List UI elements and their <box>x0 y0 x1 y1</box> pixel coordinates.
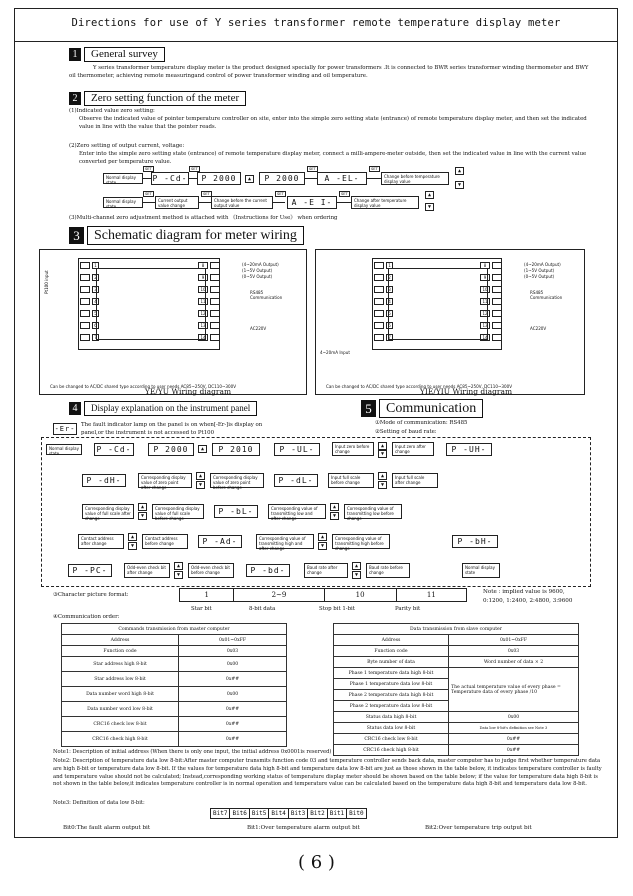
up-arrow-icon: ▲ <box>198 445 207 453</box>
terminal-number: 14 <box>480 334 490 341</box>
terminal-screw <box>210 274 220 281</box>
set-key-label: SET <box>145 167 152 171</box>
terminal-screw <box>492 310 502 317</box>
terminal-screw <box>210 262 220 269</box>
output-15v: (1~5V Output) <box>242 268 273 273</box>
terminal-screw <box>80 286 90 293</box>
up-arrow-icon: ▲ <box>425 191 434 199</box>
table-row: Data number word high 8-bit 0x00 <box>62 687 287 702</box>
comm-flowchart <box>41 437 591 587</box>
section-5-heading <box>361 399 483 418</box>
terminal-screw <box>492 286 502 293</box>
input-zero-after: Input zero after change <box>392 442 434 456</box>
terminal-number: 10 <box>480 286 490 293</box>
terminal-screw <box>80 262 90 269</box>
zero-point-after: Corresponding display value of zero point after change <box>138 473 192 488</box>
flow2-current-output: Current output value change <box>155 196 199 209</box>
up-arrow-icon: ▲ <box>318 533 327 541</box>
table-row: Function code 0x03 <box>62 646 287 657</box>
section-label: Display explanation on the instrument panel <box>84 401 257 416</box>
section-label: Zero setting function of the meter <box>84 91 246 106</box>
zero-setting-2-heading: (2)Zero setting of output current, voltage: <box>69 143 185 149</box>
comm-lcd-ad: P -Ad- <box>198 535 242 548</box>
down-arrow-icon: ▼ <box>352 571 361 579</box>
set-key-label: SET <box>191 167 198 171</box>
terminal-screw <box>80 274 90 281</box>
bit-definition-row <box>211 808 367 819</box>
comm-lcd-cd: P -Cd- <box>94 443 134 456</box>
comm-lcd-2000: P 2000 <box>148 443 194 456</box>
baud-after: Baud rate after change <box>304 563 348 578</box>
right-caption: YIE/YIU Wiring diagram <box>419 387 513 396</box>
charfmt-cell: 10 <box>325 589 397 601</box>
comm-lcd-bh: P -bH- <box>452 535 498 548</box>
input-full-after: Input full scale after change <box>392 473 438 488</box>
output-420ma: (4~20mA Output) <box>242 262 279 267</box>
table-row: CRC16 check low 8-bit 0x## <box>62 717 287 732</box>
bit-cell: Bit5 <box>249 808 269 819</box>
section-label: Schematic diagram for meter wiring <box>87 226 304 245</box>
comm-lcd-bl: P -bL- <box>214 505 258 518</box>
flow1-lcd-2000a: P 2000 <box>197 172 241 185</box>
flow2-start: Normal display state <box>103 197 143 208</box>
down-arrow-icon: ▼ <box>138 512 147 520</box>
page-number: ( 6 ) <box>298 852 335 873</box>
set-key-label: SET <box>371 167 378 171</box>
set-key-label: SET <box>341 192 348 196</box>
terminal-screw <box>80 310 90 317</box>
table-row: Data number word low 8-bit 0x## <box>62 702 287 717</box>
up-arrow-icon: ▲ <box>128 533 137 541</box>
section-number: 1 <box>69 48 81 61</box>
title-divider <box>15 41 617 42</box>
table-row: CRC16 check high 8-bit 0x## <box>62 732 287 747</box>
flow2-change-before: Change before the current output value <box>211 196 273 209</box>
charfmt-name: Stop bit 1-bit <box>319 606 355 612</box>
section-number: 4 <box>69 402 81 415</box>
terminal-number: 11 <box>198 298 208 305</box>
page-title: Directions for use of Y series transformer remote temperature display meter <box>71 17 561 29</box>
ac220v-label: AC220V <box>530 326 547 331</box>
comm-lcd-uh: P -UH- <box>446 443 492 456</box>
zero-setting-2-text: Enter into the simple zero setting state (entrance) of remote temperature display meter, connect a milli-ampere-meter outside, then set the indicated value in line with the current value converted per temperature value. <box>79 151 587 166</box>
terminal-number: 5 <box>386 310 393 317</box>
up-arrow-icon: ▲ <box>174 562 183 570</box>
up-arrow-icon: ▲ <box>455 167 464 175</box>
comm-lcd-pc: P -PC- <box>68 564 112 577</box>
terminal-number: 9 <box>480 274 490 281</box>
bit2-def: Bit2:Over temperature trip output bit <box>425 825 532 831</box>
terminal-screw <box>374 310 384 317</box>
down-arrow-icon: ▼ <box>378 450 387 458</box>
terminal-number: 7 <box>92 334 99 341</box>
output-05v: (0~5V Output) <box>242 274 273 279</box>
table-row: Phase 1 temperature data low 8-bit <box>334 679 579 690</box>
left-caption: YE/YU Wiring diagram <box>144 387 232 396</box>
charfmt-cell: 1 <box>180 589 234 601</box>
section-1-text: Y series transformer temperature display meter is the product designed specially for power transformers .It is connected to BWR series transformer winding thermometer and BWY oil thermometer, achieving remote measuringand control of power transformer winding and oil temperature. <box>69 65 589 80</box>
note-2: Note2: Description of temperature data low 8-bit:After master computer transmits function code 03 and temperature controller sends back data, master computer has to judge first whether temperature data are high 8-bit or temperature data low 8-bit. If the values for temperature data high 8-bit and temperature data low 8-bit are just as those shown in the table below, it indicates temperature controller is faulty and temperature value should not be calculated; Instead,corresponding working status of temperature display meter should be shown based on the table below; if the value for temperature data high 8-bit is not shown in the table below,it indicates temperature controller is in normal operation and temperature value can be calculated based on the temperature data high 8-bit and temperature data low 8-bit. <box>53 758 602 788</box>
baud-note-1: Note : implied value is 9600, <box>483 589 565 595</box>
terminal-screw <box>210 298 220 305</box>
addr-before: Contact address before change <box>142 534 188 549</box>
bit-cell: Bit3 <box>288 808 308 819</box>
parity-after: Odd-even check bit after change <box>124 563 170 578</box>
comm-lcd-ul: P -UL- <box>274 443 320 456</box>
up-arrow-icon: ▲ <box>245 175 254 183</box>
terminal-screw <box>80 322 90 329</box>
table-row: Address 0x01~0xFF <box>62 635 287 646</box>
section-3-heading <box>69 226 304 245</box>
terminal-number: 5 <box>92 310 99 317</box>
tr-low-after: Corresponding value of transmitting low and after change <box>268 504 326 519</box>
terminal-number: 1 <box>386 262 393 269</box>
terminal-number: 2 <box>386 274 393 281</box>
tr-high-before: Corresponding value of transmitting high before change <box>332 534 390 549</box>
set-key-label: SET <box>309 167 316 171</box>
terminal-screw <box>492 322 502 329</box>
section-4-text: The fault indicator lamp on the panel is on when[-Er-]is display on panel,or the instrument is not accessed to Pt100 <box>81 422 263 437</box>
zero-setting-1-text: Observe the indicated value of pointer temperature controller on site, enter into the simple zero setting state (entrance) of remote temperature display meter, and then set the indicated value in line with the value that the pointer reads. <box>79 116 587 131</box>
charfmt-name: 8-bit data <box>249 606 276 612</box>
note-3: Note3: Definition of data low 8-bit: <box>53 800 145 806</box>
terminal-screw <box>492 262 502 269</box>
table-header: Data transmission from slave computer <box>334 624 579 635</box>
ma-input-label: 4~20mA Input <box>320 350 350 355</box>
set-key-label: SET <box>277 192 284 196</box>
charfmt-name: Parity bit <box>395 606 421 612</box>
terminal-number: 8 <box>480 262 490 269</box>
terminal-number: 6 <box>386 322 393 329</box>
rs485-label: RS485 Communication <box>530 290 563 300</box>
table-row: Address 0x01~0xFF <box>334 635 579 646</box>
section-number: 5 <box>361 400 376 417</box>
up-arrow-icon: ▲ <box>352 562 361 570</box>
terminal-number: 4 <box>92 298 99 305</box>
bit1-def: Bit1:Over temperature alarm output bit <box>247 825 360 831</box>
ac220v-label: AC220V <box>250 326 267 331</box>
up-arrow-icon: ▲ <box>330 503 339 511</box>
power-note: Can be changed to AC/DC shared type according to user needs AC85~250V, DC110~300V <box>50 384 237 389</box>
bit-cell: Bit4 <box>268 808 288 819</box>
terminal-number: 14 <box>198 334 208 341</box>
flow1-lcd-2000b: P 2000 <box>259 172 305 185</box>
charfmt-cell: 2~9 <box>234 589 324 601</box>
terminal-screw <box>374 322 384 329</box>
terminal-number: 6 <box>92 322 99 329</box>
terminal-number: 1 <box>92 262 99 269</box>
down-arrow-icon: ▼ <box>455 181 464 189</box>
section-4-heading <box>69 401 257 416</box>
output-420ma: (4~20mA Output) <box>524 262 561 267</box>
table-row: Star address low 8-bit 0x## <box>62 672 287 687</box>
up-arrow-icon: ▲ <box>196 472 205 480</box>
down-arrow-icon: ▼ <box>196 481 205 489</box>
section-number: 2 <box>69 92 81 105</box>
table-row: Byte number of data Word number of data × 2 <box>334 657 579 668</box>
terminal-screw <box>210 322 220 329</box>
comm-order-label: ④Communication order: <box>53 614 120 620</box>
terminal-number: 12 <box>198 310 208 317</box>
zero-point-before: Corresponding display value of zero point before change <box>210 473 264 488</box>
meter-panel <box>96 268 206 340</box>
terminal-number: 11 <box>480 298 490 305</box>
rs485-label: RS485 Communication <box>250 290 283 300</box>
charfmt-name: Star bit <box>191 606 212 612</box>
comm-lcd-dh: P -dH- <box>82 474 126 487</box>
terminal-screw <box>210 310 220 317</box>
flow-normal-state: Normal display state <box>46 444 82 455</box>
zero-setting-3-text: (3)Multi-channel zero adjustment method is attached with 《Instructions for Use》 when ordering <box>69 215 338 221</box>
table-row: Function code 0x03 <box>334 646 579 657</box>
terminal-number: 2 <box>92 274 99 281</box>
terminal-screw <box>374 286 384 293</box>
input-full-before: Input full scale before change <box>328 473 374 488</box>
parity-before: Odd-even check bit before change <box>188 563 234 578</box>
section-label: General survey <box>84 47 165 62</box>
terminal-screw <box>374 274 384 281</box>
set-key-label: SET <box>145 192 152 196</box>
comm-lcd-2010: P 2010 <box>212 443 260 456</box>
terminal-number: 7 <box>386 334 393 341</box>
terminal-number: 13 <box>480 322 490 329</box>
terminal-screw <box>492 298 502 305</box>
terminal-number: 10 <box>198 286 208 293</box>
pt100-label: Pt100 input <box>44 270 49 294</box>
normal-display-end: Normal display state <box>462 563 500 578</box>
tr-high-after: Corresponding value of transmitting high and after change <box>256 534 314 549</box>
output-05v: (0~5V Output) <box>524 274 555 279</box>
flow1-lcd-cd: P -Cd- <box>152 174 188 183</box>
full-scale-before: Corresponding display value of full scale before change <box>152 504 204 519</box>
up-arrow-icon: ▲ <box>378 442 387 450</box>
terminal-number: 13 <box>198 322 208 329</box>
section-2-heading <box>69 91 246 106</box>
charfmt-cell: 11 <box>426 591 436 599</box>
baud-heading: ②Setting of baud rate: <box>375 429 437 435</box>
wiring-diagram-left <box>39 249 307 395</box>
table-row: Status data high 8-bit 0x00 <box>334 712 579 723</box>
power-note: Can be changed to AC/DC shared type according to user needs AC85~250V, DC110~300V <box>326 384 513 389</box>
table-row: Phase 1 temperature data high 8-bit The actual temperature value of every phase = Temperature data of every phase /10 <box>334 668 579 679</box>
down-arrow-icon: ▼ <box>378 481 387 489</box>
flow2-note: Change after temperature display value <box>351 196 419 209</box>
meter-panel <box>388 268 488 340</box>
table-header: Commands transmission from master computer <box>62 624 287 635</box>
bit-cell: Bit7 <box>210 808 230 819</box>
terminal-number: 9 <box>198 274 208 281</box>
error-code-display: -Er- <box>53 423 77 435</box>
table-row: Star address high 8-bit 0x00 <box>62 657 287 672</box>
charfmt-label: ③Character picture format: <box>53 592 129 598</box>
terminal-number: 4 <box>386 298 393 305</box>
down-arrow-icon: ▼ <box>330 512 339 520</box>
terminal-screw <box>374 262 384 269</box>
table-row: Phase 2 temperature data low 8-bit <box>334 701 579 712</box>
bit-cell: Bit2 <box>307 808 327 819</box>
terminal-screw <box>374 334 384 341</box>
up-arrow-icon: ▲ <box>378 472 387 480</box>
output-15v: (1~5V Output) <box>524 268 555 273</box>
down-arrow-icon: ▼ <box>128 542 137 550</box>
section-number: 3 <box>69 227 84 244</box>
comm-lcd-bd: P -bd- <box>246 564 290 577</box>
tr-low-before: Corresponding value of transmitting low before change <box>344 504 402 519</box>
note-1: Note1: Description of initial address (When there is only one input, the initial address 0x0001is reserved) <box>53 749 332 755</box>
section-1-heading <box>69 47 165 62</box>
section-label: Communication <box>379 399 483 418</box>
flow1-start: Normal display state <box>103 173 143 184</box>
down-arrow-icon: ▼ <box>174 571 183 579</box>
flow1-note: Change before temperature display value <box>381 172 449 185</box>
down-arrow-icon: ▼ <box>425 203 434 211</box>
set-key-label: SET <box>203 192 210 196</box>
terminal-screw <box>374 298 384 305</box>
bit-cell: Bit0 <box>346 808 366 819</box>
comm-mode: ①Mode of communication: RS485 <box>375 420 468 426</box>
table-row: CRC16 check high 8-bit 0x## <box>334 745 579 756</box>
terminal-screw <box>210 286 220 293</box>
bit-cell: Bit6 <box>229 808 249 819</box>
terminal-screw <box>80 334 90 341</box>
terminal-number: 3 <box>386 286 393 293</box>
zero-setting-1-heading: (1)Indicated value zero setting: <box>69 108 155 114</box>
table-row: CRC16 check low 8-bit 0x## <box>334 734 579 745</box>
full-scale-after: Corresponding display value of full scale after change <box>82 504 134 519</box>
terminal-number: 3 <box>92 286 99 293</box>
baud-before: Baud rate before change <box>366 563 410 578</box>
flow1-lcd-el: A -EL- <box>317 172 367 185</box>
table-row: Status data low 8-bit Data low 8-bit's definition see Note 3 <box>334 723 579 734</box>
document-page <box>14 8 618 838</box>
bit-cell: Bit1 <box>327 808 347 819</box>
baud-note-2: 0:1200, 1:2400, 2:4800, 3:9600 <box>483 598 573 604</box>
terminal-screw <box>210 334 220 341</box>
up-arrow-icon: ▲ <box>138 503 147 511</box>
wiring-diagram-right <box>315 249 585 395</box>
input-zero-before: Input zero before change <box>332 442 374 456</box>
down-arrow-icon: ▼ <box>318 542 327 550</box>
terminal-screw <box>492 334 502 341</box>
addr-after: Contact address after change <box>78 534 124 549</box>
bit0-def: Bit0:The fault alarm output bit <box>63 825 151 831</box>
merged-temperature-note: The actual temperature value of every phase = Temperature data of every phase /10 <box>449 668 579 712</box>
terminal-screw <box>492 274 502 281</box>
slave-data-table <box>333 623 579 756</box>
flow2-lcd-ei: A -E I- <box>287 196 337 209</box>
terminal-number: 8 <box>198 262 208 269</box>
terminal-number: 12 <box>480 310 490 317</box>
comm-lcd-dl: P -dL- <box>274 474 318 487</box>
table-row: Phase 2 temperature data high 8-bit <box>334 690 579 701</box>
master-command-table <box>61 623 287 747</box>
terminal-screw <box>80 298 90 305</box>
charfmt-table <box>179 588 467 602</box>
